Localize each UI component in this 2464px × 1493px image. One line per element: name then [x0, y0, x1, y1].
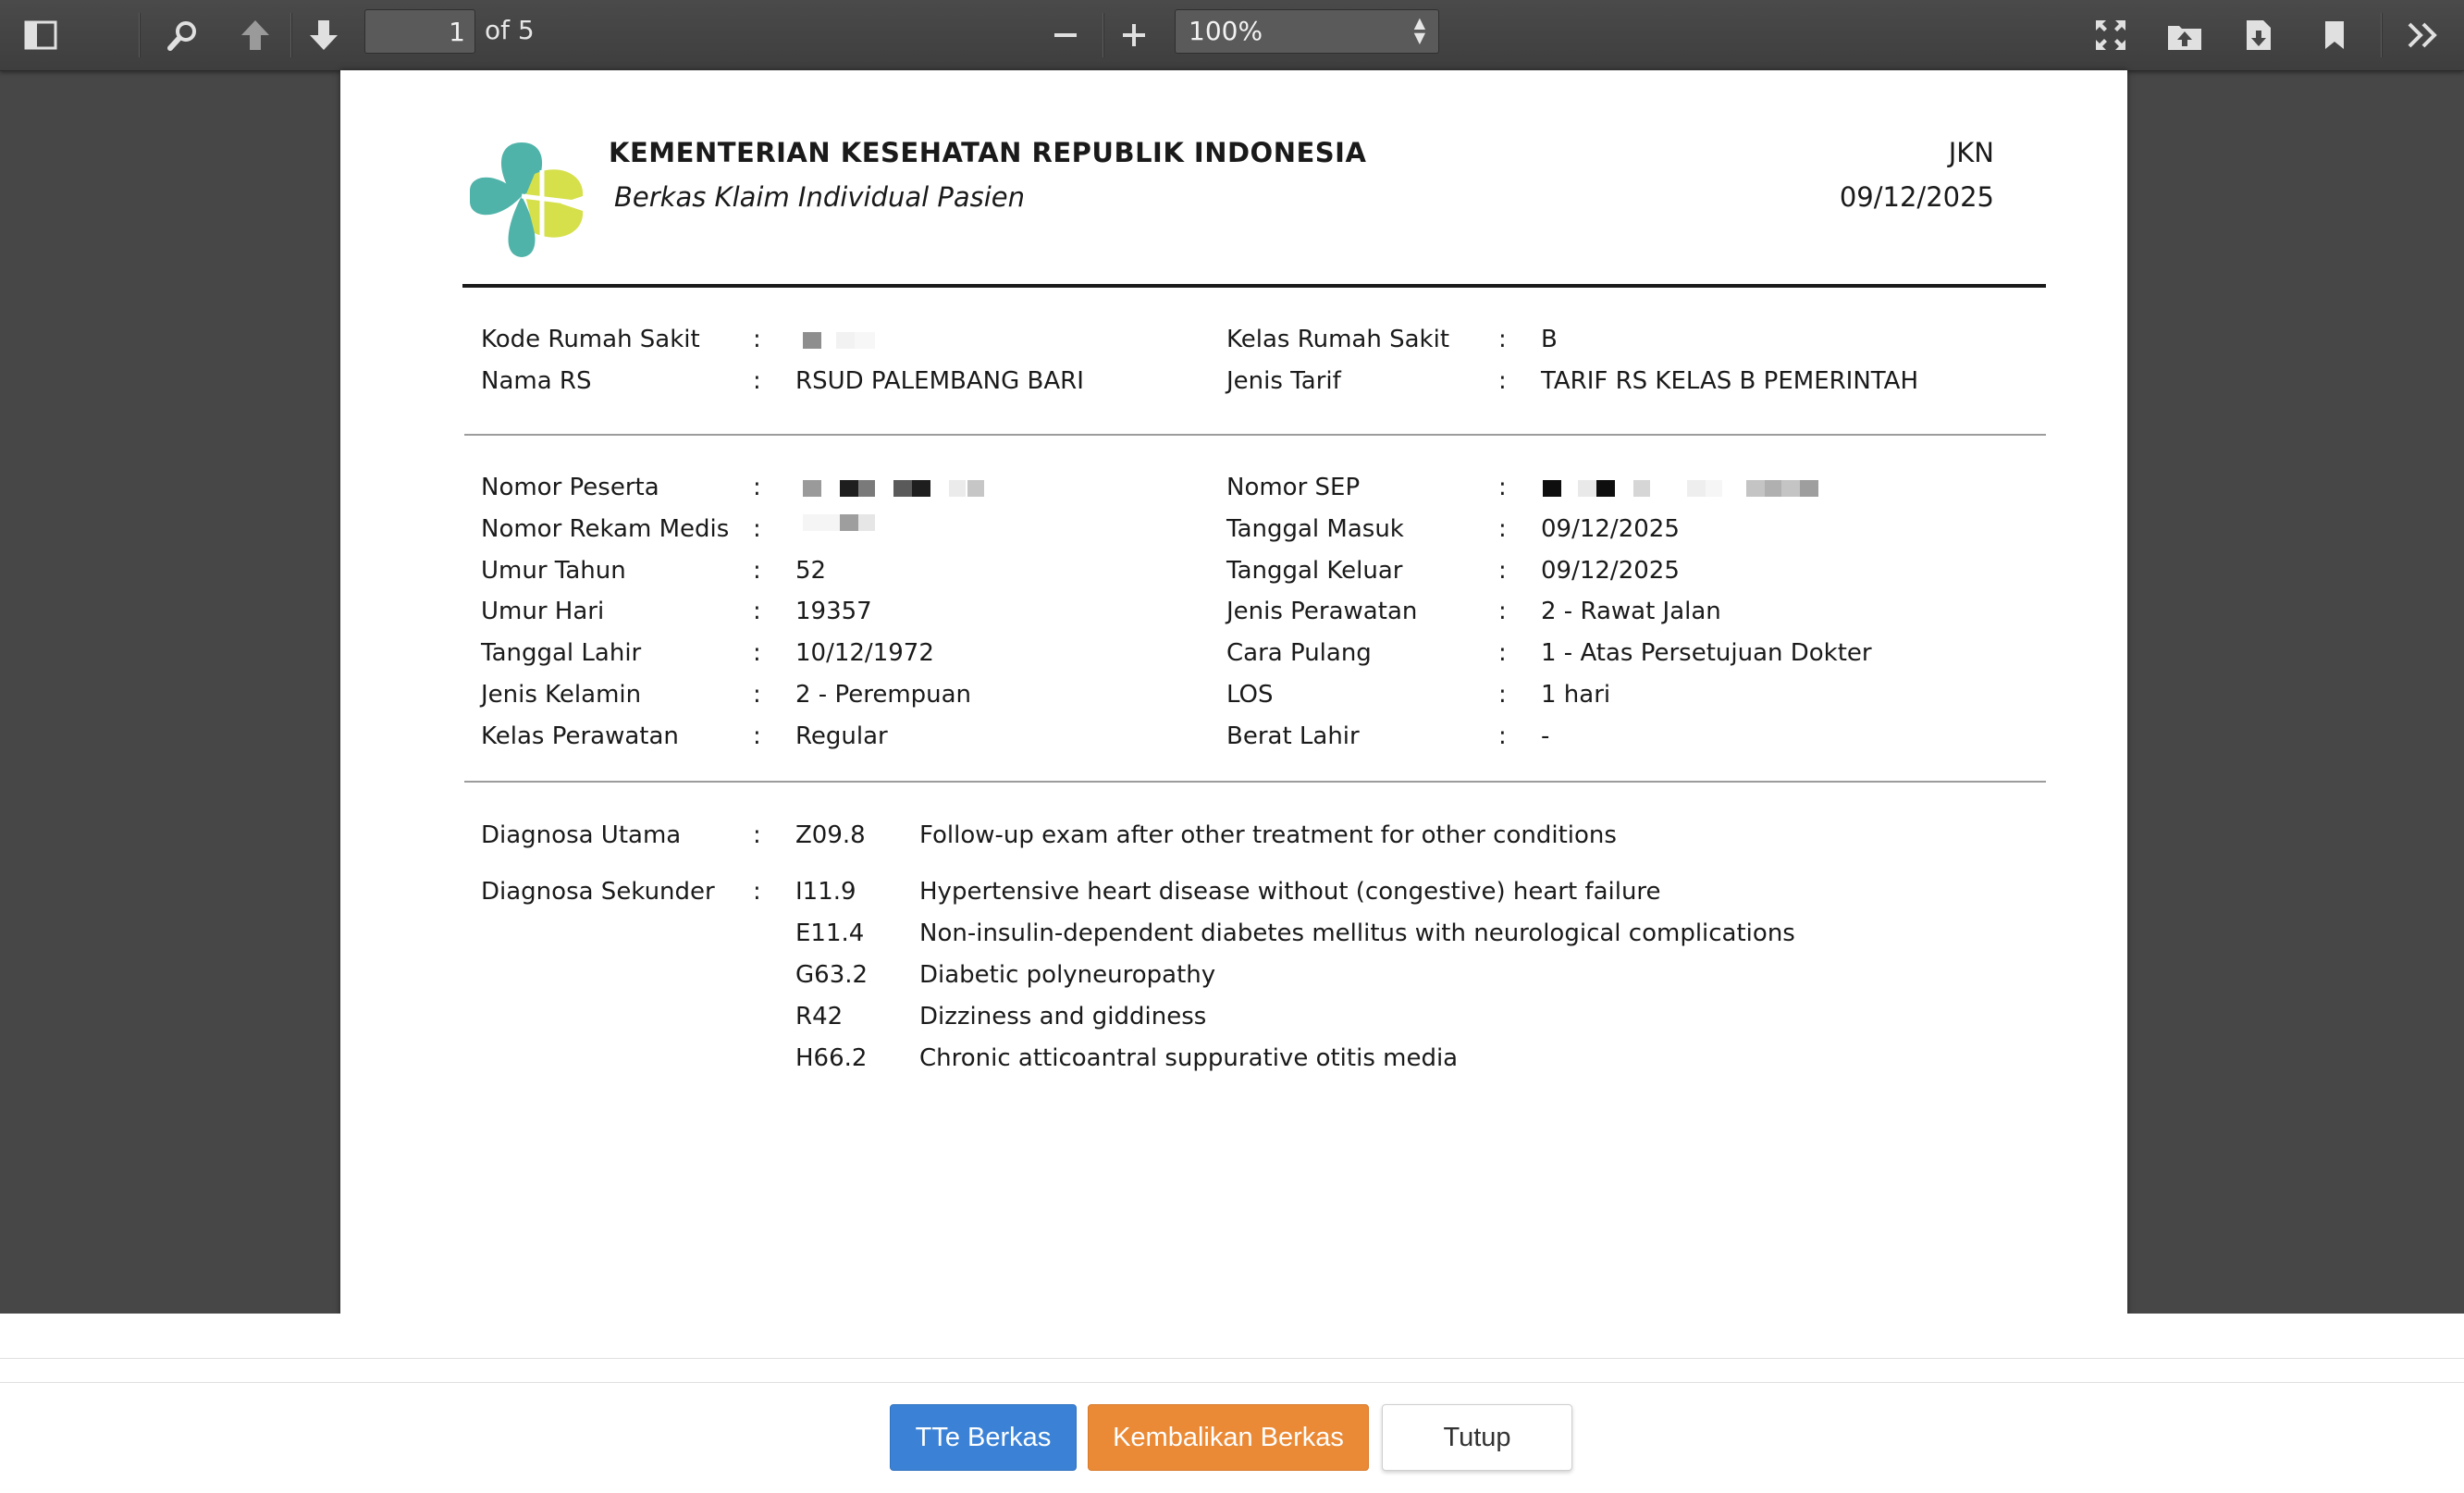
colon: :: [1498, 326, 1507, 353]
diagnosa-sekunder-desc: Diabetic polyneuropathy: [919, 961, 1216, 989]
ministry-title: KEMENTERIAN KESEHATAN REPUBLIK INDONESIA: [609, 137, 1367, 168]
diagnosa-utama-desc: Follow-up exam after other treatment for other conditions: [919, 821, 1617, 849]
page-count: of 5: [485, 15, 535, 45]
diagnosa-sekunder-desc: Chronic atticoantral suppurative otitis media: [919, 1044, 1459, 1072]
footer-divider: [0, 1382, 2464, 1383]
patient-field-label: Nomor SEP: [1226, 474, 1361, 501]
colon: :: [1498, 598, 1507, 625]
kelas-rs-value: B: [1541, 326, 1558, 353]
colon: :: [753, 557, 761, 585]
next-page-icon[interactable]: [298, 9, 350, 61]
colon: :: [753, 722, 761, 750]
select-arrows-icon: ▲ ▼: [1413, 14, 1425, 46]
colon: :: [753, 515, 761, 543]
diagnosa-sekunder-code: R42: [795, 1003, 844, 1030]
patient-field-value: 1 hari: [1541, 681, 1611, 709]
zoom-value: 100%: [1189, 16, 1263, 46]
zoom-out-icon[interactable]: [1040, 9, 1091, 61]
nama-rs-value: RSUD PALEMBANG BARI: [795, 367, 1084, 395]
patient-field-label: Nomor Rekam Medis: [481, 515, 730, 543]
colon: :: [753, 326, 761, 353]
pdf-page: [340, 70, 2127, 1314]
kelas-rs-label: Kelas Rumah Sakit: [1226, 326, 1450, 353]
zoom-in-icon[interactable]: [1108, 9, 1160, 61]
patient-field-label: Tanggal Keluar: [1226, 557, 1403, 585]
patient-field-value: 52: [795, 557, 827, 585]
toolbar-separator: [139, 13, 140, 57]
kode-rs-label: Kode Rumah Sakit: [481, 326, 700, 353]
toolbar-separator: [2381, 13, 2382, 57]
diagnosa-sekunder-label: Diagnosa Sekunder: [481, 878, 715, 906]
patient-field-label: Tanggal Lahir: [481, 639, 642, 667]
patient-field-value: 19357: [795, 598, 872, 625]
diagnosa-sekunder-code: G63.2: [795, 961, 869, 989]
nama-rs-label: Nama RS: [481, 367, 592, 395]
diagnosa-sekunder-desc: Dizziness and giddiness: [919, 1003, 1207, 1030]
tutup-button[interactable]: Tutup: [1382, 1404, 1572, 1471]
patient-field-value: 2 - Rawat Jalan: [1541, 598, 1721, 625]
program-label: JKN: [1948, 137, 1994, 168]
header-rule: [462, 284, 2046, 288]
colon: :: [1498, 515, 1507, 543]
colon: :: [1498, 722, 1507, 750]
footer-divider: [0, 1358, 2464, 1359]
colon: :: [1498, 681, 1507, 709]
zoom-select[interactable]: [1175, 9, 1439, 54]
patient-field-label: Berat Lahir: [1226, 722, 1360, 750]
colon: :: [753, 598, 761, 625]
patient-field-value: Regular: [795, 722, 888, 750]
kemenkes-logo: [470, 137, 590, 263]
patient-field-value: 10/12/1972: [795, 639, 934, 667]
jenis-tarif-value: TARIF RS KELAS B PEMERINTAH: [1541, 367, 1919, 395]
patient-field-label: Jenis Kelamin: [481, 681, 642, 709]
section-rule: [464, 781, 2046, 783]
diagnosa-sekunder-code: H66.2: [795, 1044, 868, 1072]
diagnosa-sekunder-desc: Hypertensive heart disease without (congestive) heart failure: [919, 878, 1661, 906]
previous-page-icon[interactable]: [229, 9, 281, 61]
patient-field-value: 2 - Perempuan: [795, 681, 972, 709]
patient-field-label: Umur Tahun: [481, 557, 626, 585]
document-subtitle: Berkas Klaim Individual Pasien: [614, 181, 1026, 213]
page-number-input[interactable]: [364, 9, 475, 54]
colon: :: [753, 681, 761, 709]
sidebar-toggle-icon[interactable]: [15, 9, 67, 61]
pdf-toolbar: [0, 0, 2464, 71]
diagnosa-sekunder-desc: Non-insulin-dependent diabetes mellitus with neurological complications: [919, 919, 1795, 947]
patient-field-label: Jenis Perawatan: [1226, 598, 1418, 625]
patient-field-label: Umur Hari: [481, 598, 605, 625]
colon: :: [1498, 367, 1507, 395]
patient-field-value: 09/12/2025: [1541, 557, 1680, 585]
colon: :: [1498, 474, 1507, 501]
presentation-mode-icon[interactable]: [2085, 9, 2137, 61]
colon: :: [753, 367, 761, 395]
kembalikan-berkas-button[interactable]: Kembalikan Berkas: [1088, 1404, 1369, 1471]
colon: :: [753, 639, 761, 667]
patient-field-value: 09/12/2025: [1541, 515, 1680, 543]
patient-field-label: Cara Pulang: [1226, 639, 1372, 667]
colon: :: [1498, 639, 1507, 667]
patient-field-value: 1 - Atas Persetujuan Dokter: [1541, 639, 1872, 667]
patient-field-label: Tanggal Masuk: [1226, 515, 1404, 543]
open-file-icon[interactable]: [2159, 9, 2211, 61]
colon: :: [753, 474, 761, 501]
tools-menu-icon[interactable]: [2397, 9, 2449, 61]
toolbar-separator: [290, 13, 291, 57]
patient-field-label: Kelas Perawatan: [481, 722, 679, 750]
diagnosa-sekunder-code: I11.9: [795, 878, 856, 906]
diagnosa-sekunder-code: E11.4: [795, 919, 865, 947]
download-icon[interactable]: [2233, 9, 2285, 61]
diagnosa-utama-code: Z09.8: [795, 821, 866, 849]
section-rule: [464, 434, 2046, 436]
patient-field-value: -: [1541, 722, 1550, 750]
colon: :: [753, 821, 761, 849]
tte-berkas-button[interactable]: TTe Berkas: [890, 1404, 1077, 1471]
search-icon[interactable]: [157, 9, 209, 61]
bookmark-icon[interactable]: [2309, 9, 2360, 61]
document-date: 09/12/2025: [1839, 181, 1994, 213]
patient-field-label: LOS: [1226, 681, 1274, 709]
colon: :: [1498, 557, 1507, 585]
colon: :: [753, 878, 761, 906]
patient-field-label: Nomor Peserta: [481, 474, 659, 501]
jenis-tarif-label: Jenis Tarif: [1226, 367, 1341, 395]
diagnosa-utama-label: Diagnosa Utama: [481, 821, 682, 849]
